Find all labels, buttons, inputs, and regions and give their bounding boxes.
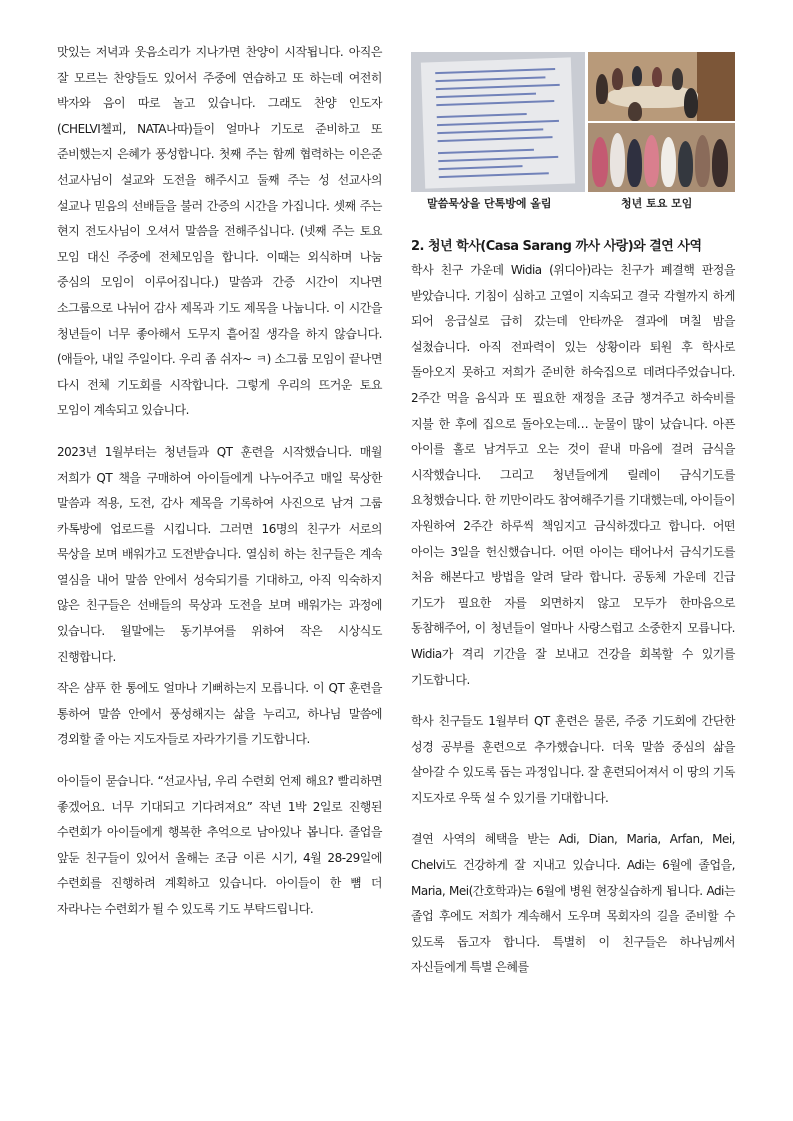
photo-captions: [411, 195, 735, 217]
left-column: [57, 40, 382, 923]
section-heading: 2. 청년 학사(Casa Sarang 까사 사랑)와 결연 사역: [411, 239, 702, 254]
paragraph-saturday-worship: 맛있는 저녁과 웃음소리가 지나가면 찬양이 시작됩니다. 아직은 잘 모르는 찬양들도 있어서 주중에 연습하고 또 하는데 여전히 박자와 음이 따로 놀고 있습니다. 그래도 찬양 인도자 (CHELVI첼피, NATA나따)들이 얼마나 기도로 준비하고 또 준비했는지 은혜가 풍성합니다. 첫째 주는 함께 협력하는 이은준 선교사님이 설교와 도전을 해주시고 둘째 주는 성 선교사의 설교나 믿음의 선배들을 불러 간증의 시간을 가집니다. 셋째 주는 현지 전도사님이 오셔서 말씀을 전해주십니다. (넷째 주는 토요 모임 대신 주중에 전체모임을 합니다. 이때는 외식하며 나눔 중심의 모임이 이루어집니다.) 말씀과 간증 시간이 지나면 소그룹으로 나뉘어 감사 제목과 기도 제목을 나눕니다. 이 시간을 청년들이 너무 좋아해서 도무지 흩어질 생각을 하지 않습니다. (애들아, 내일 주일이다. 우리 좀 쉬자~ ㅋ) 소그룹 모임이 끝나면 다시 전체 기도회를 시작합니다. 그렇게 우리의 뜨거운 토요 모임이 계속되고 있습니다.: [57, 45, 382, 418]
paragraph-qt-training: 2023년 1월부터는 청년들과 QT 훈련을 시작했습니다. 매월 저희가 QT 책을 구매하여 아이들에게 나누어주고 매일 묵상한 말씀과 적용, 도전, 감사 제목을 기록하여 사진으로 남겨 그룹 카톡방에 업로드를 시킵니다. 그러면 16명의 친구가 서로의 묵상을 보며 배워가고 도전받습니다. 열심히 하는 친구들은 계속 열심을 내어 말씀 안에서 성숙되기를 기대하고, 아직 익숙하지 않은 친구들은 선배들의 묵상과 도전을 보며 배워가는 과정에 있습니다. 월말에는 동기부여를 위하여 작은 시상식도 진행합니다.: [57, 444, 382, 664]
group-photo: [588, 123, 735, 192]
devotion-note-photo: [411, 52, 585, 192]
right-column: [411, 40, 735, 981]
paragraph-qt-prayer: 작은 샴푸 한 통에도 얼마나 기뻐하는지 모릅니다. 이 QT 훈련을 통하여 말씀 안에서 풍성해지는 삶을 누리고, 하나님 말씀에 경외할 줄 아는 지도자들로 자라가기를 기도합니다.: [57, 681, 382, 747]
photo-strip: [411, 52, 735, 192]
paragraph-sponsorship: 결연 사역의 혜택을 받는 Adi, Dian, Maria, Arfan, Mei, Chelvi도 건강하게 잘 지내고 있습니다. Adi는 6월에 졸업을, Maria, Mei(간호학과)는 6월에 병원 현장실습하게 됩니다. Adi는 졸업 후에도 저희가 계속해서 도우며 목회자의 길을 준비할 수 있도록 돕고자 합니다. 특별히 이 친구들은 하나님께서 자신들에게 특별 은혜를: [411, 832, 735, 975]
paragraph-dorm-qt: 학사 친구들도 1월부터 QT 훈련은 물론, 주중 기도회에 간단한 성경 공부를 훈련으로 추가했습니다. 더욱 말씀 중심의 삶을 살아갈 수 있도록 돕는 과정입니다. 잘 훈련되어져서 이 땅의 기독 지도자로 우뚝 설 수 있기를 기대합니다.: [411, 714, 735, 805]
notebook-page: [421, 57, 575, 188]
paragraph-retreat: 아이들이 묻습니다. “선교사님, 우리 수련회 언제 해요? 빨리하면 좋겠어요. 너무 기대되고 기다려져요” 작년 1박 2일로 진행된 수련회가 아이들에게 행복한 추억으로 남아있나 봅니다. 졸업을 앞둔 친구들이 있어서 올해는 조금 이른 시기, 4월 28-29일에 수련회를 진행하려 계획하고 있습니다. 아이들이 한 뼘 더 자라나는 수련회가 될 수 있도록 기도 부탁드립니다.: [57, 774, 382, 916]
youth-meeting-photo: [588, 52, 735, 192]
paragraph-widia: 학사 친구 가운데 Widia (위디아)라는 친구가 폐결핵 판정을 받았습니다. 기침이 심하고 고열이 지속되고 결국 각혈까지 하게 되어 응급실로 급히 갔는데 안타까운 결과에 며칠 밤을 설쳤습니다. 아직 전파력이 있는 상황이라 퇴원 후 학사로 돌아오지 못하고 저희가 준비한 하숙집으로 데려다주었습니다. 2주간 먹을 음식과 또 필요한 재정을 조금 챙겨주고 하숙비를 지불 한 후에 집으로 돌아오는데… 눈물이 많이 났습니다. 아픈 아이를 홀로 남겨두고 오는 것이 끝내 마음에 걸려 금식을 시작했습니다. 그리고 청년들에게 릴레이 금식기도를 요청했습니다. 한 끼만이라도 참여해주기를 기대했는데, 아이들이 자원하여 2주간 하루씩 책임지고 금식하겠다고 합니다. 어떤 아이는 3일을 헌신했습니다. 어떤 아이는 태어나서 금식기도를 처음 해본다고 방법을 알려 달라 합니다. 공동체 가운데 긴급 기도가 필요한 자를 외면하지 않고 모두가 한마음으로 동참해주어, 이 청년들이 얼마나 사랑스럽고 소중한지 모릅니다. Widia가 격리 기간을 잘 보내고 건강을 회복할 수 있기를 기도합니다.: [411, 263, 735, 687]
meeting-table-photo: [588, 52, 735, 121]
caption-devotion: 말씀묵상을 단톡방에 올림: [427, 197, 552, 210]
caption-meeting: 청년 토요 모임: [621, 197, 693, 210]
